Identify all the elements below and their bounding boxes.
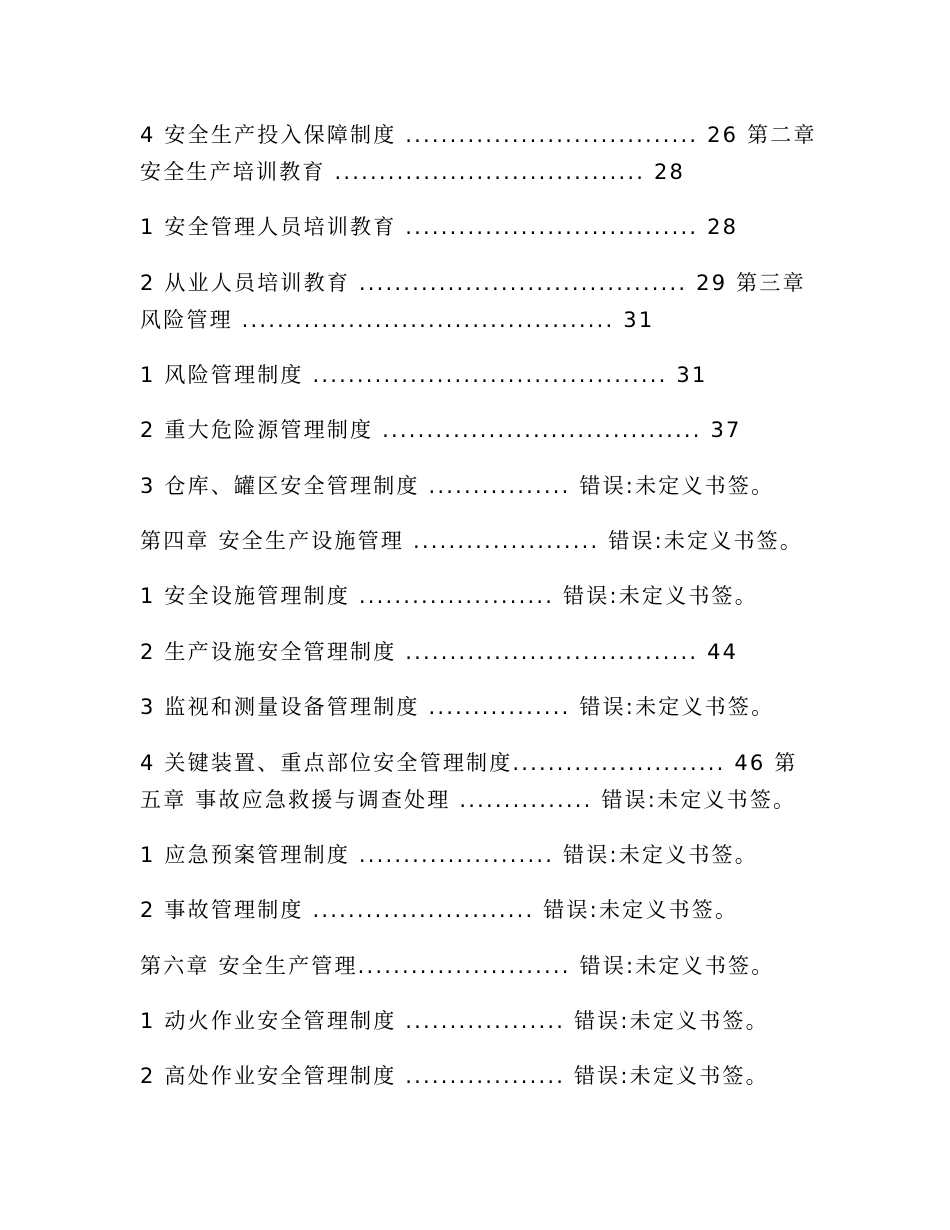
toc-line: 1 风险管理制度 ........................................ 31: [140, 363, 708, 387]
toc-line: 2 从业人员培训教育 ..................................... 29 第三章: [140, 271, 806, 295]
toc-line: 风险管理 .......................................... 31: [140, 308, 655, 332]
toc-line: 3 监视和测量设备管理制度 ................ 错误:未定义书签。: [140, 695, 775, 719]
toc-line: 1 安全设施管理制度 ...................... 错误:未定义书签。: [140, 584, 758, 608]
toc-line: 五章 事故应急救援与调查处理 ............... 错误:未定义书签。: [140, 788, 797, 812]
toc-line: 第四章 安全生产设施管理 ..................... 错误:未定义书签。: [140, 529, 804, 553]
toc-line: 1 应急预案管理制度 ...................... 错误:未定义书签。: [140, 843, 758, 867]
toc-line: 第六章 安全生产管理........................ 错误:未定义书签。: [140, 954, 775, 978]
toc-line: 安全生产培训教育 ................................... 28: [140, 160, 686, 184]
toc-line: 1 安全管理人员培训教育 ................................. 28: [140, 215, 739, 239]
toc-line: 2 生产设施安全管理制度 ................................. 44: [140, 640, 739, 664]
toc-line: 2 事故管理制度 ......................... 错误:未定义书签。: [140, 898, 739, 922]
toc-line: 1 动火作业安全管理制度 .................. 错误:未定义书签。: [140, 1009, 769, 1033]
toc-line: 2 高处作业安全管理制度 .................. 错误:未定义书签。: [140, 1064, 769, 1088]
toc-line: 4 关键装置、重点部位安全管理制度........................ 46 第: [140, 751, 798, 775]
toc-line: 4 安全生产投入保障制度 ................................. 26 第二章: [140, 123, 817, 147]
toc-line: 2 重大危险源管理制度 .................................... 37: [140, 418, 742, 442]
toc-line: 3 仓库、罐区安全管理制度 ................ 错误:未定义书签。: [140, 474, 775, 498]
